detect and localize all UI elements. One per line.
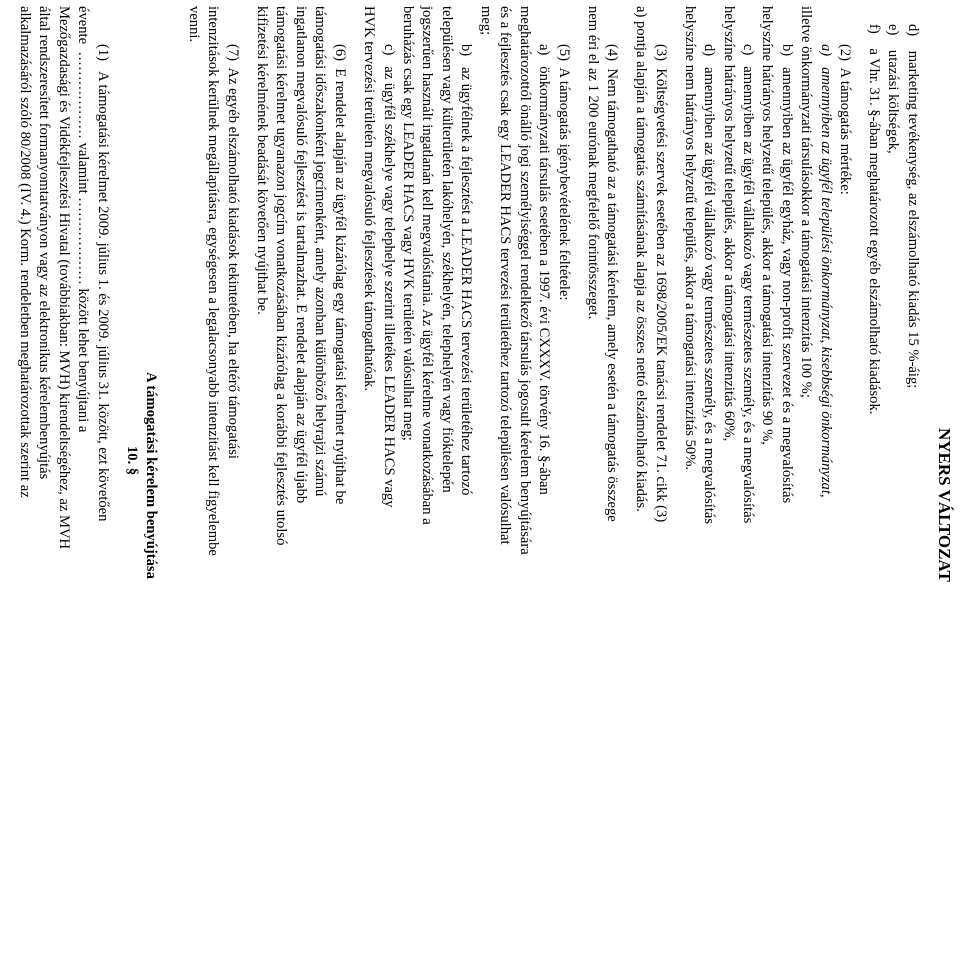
text-line: d) amennyiben az ügyfél vállalkozó vagy természetes személy, és a megvalósítás — [701, 44, 717, 525]
text-line: venni. — [186, 6, 202, 43]
text-line: c) az ügyfél székhelye vagy telephelye szerint illetékes LEADER HACS vagy — [381, 44, 397, 508]
text-line: helyszíne nem hátrányos helyzetű település, akkor a támogatási intenzitás 50%. — [682, 6, 698, 471]
page-title: NYERS VÁLTOZAT — [935, 428, 954, 582]
text-line: támogatási kérelmet ugyanazon jogcím vonatkozásában kizárólag a korábbi fejlesztés utolsó — [273, 6, 289, 546]
text-line: (5) A támogatás igénybevételének feltétele: — [556, 44, 572, 301]
text-line: jogszerűen használt ingatlanán kell megvalósítania. Az ügyfél kérelme vonatkozásában a — [419, 6, 435, 525]
section-number: 10. § — [124, 446, 140, 476]
text-line: (3) Költségvetési szervek esetében az 1698/2005/EK tanácsi rendelet 71. cikk (3) — [653, 44, 669, 523]
text-line: által rendszeresített formanyomtatványon vagy az elektronikus kérelembenyújtás — [36, 6, 52, 480]
text-line: (4) Nem támogatható az a támogatási kérelem, amely esetén a támogatás összege — [604, 44, 620, 522]
text-line: HVK tervezési területén megvalósuló fejlesztések támogathatóak. — [361, 6, 377, 391]
text-line: (7) Az egyéb elszámolható kiadások tekintetében, ha eltérő támogatási — [225, 44, 241, 459]
text-line: településen vagy külterületén lakóhelyén, székhelyén, telephelyén vagy fióktelepén — [439, 6, 455, 493]
text-line: f) a Vhr. 31. §-ában meghatározott egyéb elszámolható kiadások. — [866, 24, 882, 415]
text-line: támogatási időszakonként jogcímenként, amely azonban különböző helyrajzi számú — [312, 6, 328, 497]
text-line: a) amennyiben az ügyfél települési önkormányzat, kisebbségi önkormányzat, — [818, 44, 834, 498]
text-line: (1) A támogatási kérelmet 2009. július 1. és 2009. július 31. között, ezt követően — [95, 44, 111, 522]
text-line: és a fejlesztés csak egy LEADER HACS tervezési területéhez tartozó településen valósulhat — [497, 6, 513, 545]
text-line: helyszíne hátrányos helyzetű település, akkor a támogatási intenzitás 90 %, — [759, 6, 775, 445]
text-line: intenzitások kerülnek megállapításra, egységesen a legalacsonyabb intenzitást kell figyelembe — [205, 6, 221, 556]
text-line: c) amennyiben az ügyfél vállalkozó vagy természetes személy, és a megvalósítás — [740, 44, 756, 524]
text-line: kifizetési kérelmének beadását követően nyújthat be. — [254, 6, 270, 315]
text-line: illetve önkormányzati társulásokkor a támogatási intenzitás 100 %; — [798, 6, 814, 398]
text-line: Mezőgazdasági és Vidékfejlesztési Hivatal (továbbiakban: MVH) kirendeltségéhez, az MVH — [56, 6, 72, 550]
text-line: beruházás csak egy LEADER HACS vagy HVK területén valósulhat meg; — [400, 6, 416, 441]
text-line: a) önkormányzati társulás esetében a 1997. évi CXXXV. törvény 16. §-ában — [536, 44, 552, 495]
section-heading: A támogatási kérelem benyújtása — [143, 372, 159, 579]
text-line: ingatlanon megvalósuló fejlesztést is tartalmazhat. E rendelet alapján az ügyfél újabb — [293, 6, 309, 504]
text-line: meghatározottól önálló jogi személyiséggel rendelkező társulás jogosult kérelem benyújtására — [517, 6, 533, 555]
text-line: b) az ügyfélnek a fejlesztést a LEADER HACS tervezési területéhez tartozó — [458, 44, 474, 496]
text-line: nem éri el az 1 200 eurónak megfelelő forintösszeget. — [585, 6, 601, 320]
text-line: alkalmazásáról szóló 80/2008 (IV. 4.) Korm. rendeletben meghatározottak szerint az — [17, 6, 33, 498]
text-line: évente ……………… valamint ……………… között lehet benyújtani a — [75, 6, 91, 433]
text-line: d) marketing tevékenység, az elszámolható kiadás 15 %-áig; — [905, 24, 921, 389]
text-line: (2) A támogatás mértéke: — [837, 44, 853, 195]
text-line: b) amennyiben az ügyfél egyház, vagy non-profit szervezet és a megvalósítás — [779, 44, 795, 504]
text-line: a) pontja alapján a támogatás számításának alapja az összes nettó elszámolható kiadás. — [633, 6, 649, 512]
text-line: (6) E rendelet alapján az ügyfél kizárólag egy támogatási kérelmet nyújthat be — [332, 44, 348, 505]
text-line: meg; — [478, 6, 494, 36]
text-line: e) utazási költségek, — [885, 24, 901, 154]
text-line: helyszíne hátrányos helyzetű település, akkor a támogatási intenzitás 60%, — [721, 6, 737, 442]
